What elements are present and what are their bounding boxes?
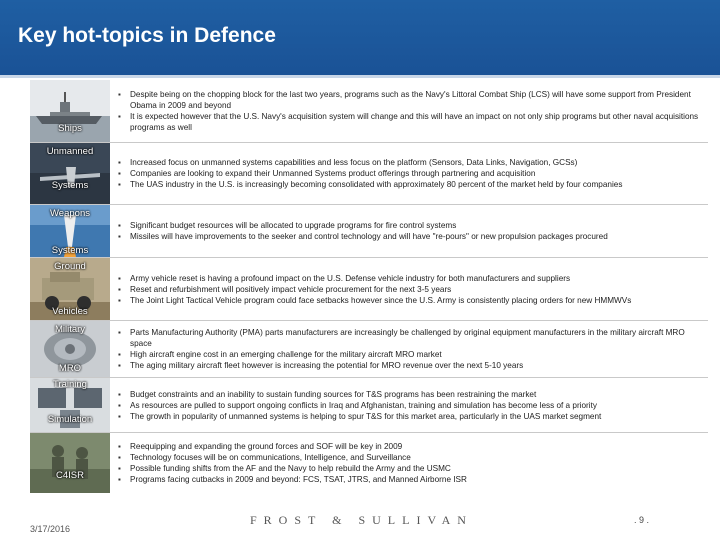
weapons-systems-label-bottom: Systems xyxy=(51,245,89,256)
ground-vehicles-bullet: ▪ Army vehicle reset is having a profound impact on the U.S. Defense vehicle industry for both manufacturers and suppliers xyxy=(118,273,708,284)
weapons-systems-bullet: ▪ Significant budget resources will be allocated to upgrade programs for fire control systems xyxy=(118,220,708,231)
training-simulation-image xyxy=(30,378,110,432)
ground-vehicles-bullet: ▪ The Joint Light Tactical Vehicle program could face setbacks however since the U.S. Army is consistently placing orders for new HMMWVs xyxy=(118,295,708,306)
ships-bullet: ▪ Despite being on the chopping block for the last two years, programs such as the Navy's Littoral Combat Ship (LCS) will have some support from President Obama in 2009 and beyond xyxy=(118,89,708,111)
training-simulation-bullet: ▪ As resources are pulled to support ongoing conflicts in Iraq and Afghanistan, training and simulation has become less of a priority xyxy=(118,400,708,411)
unmanned-systems-bullet: ▪ The UAS industry in the U.S. is increasingly becoming consolidated with approximately 80 percent of the market held by four companies xyxy=(118,179,708,190)
ground-vehicles-image xyxy=(30,258,110,320)
unmanned-systems-image xyxy=(30,143,110,204)
topic-row-ships xyxy=(30,80,708,143)
ships-image xyxy=(30,80,110,142)
topic-row-weapons-systems xyxy=(30,205,708,258)
training-simulation-bullet: ▪ The growth in popularity of unmanned systems is helping to spur T&S for this market area, particularly in the UAS market segment xyxy=(118,411,708,422)
topic-row-training-simulation xyxy=(30,378,708,433)
military-mro-image xyxy=(30,321,110,377)
footer-date: 3/17/2016 xyxy=(30,524,71,534)
c4isr-label: C4ISR xyxy=(56,470,84,481)
training-simulation-bullet: ▪ Budget constraints and an inability to sustain funding sources for T&S programs has been restraining the market xyxy=(118,389,708,400)
ground-vehicles-bullet: ▪ Reset and refurbishment will positively impact vehicle procurement for the next 3-5 years xyxy=(118,284,708,295)
weapons-systems-bullet: ▪ Missiles will have improvements to the seeker and control technology and will have "re-pours" or new propulsion packages procured xyxy=(118,231,708,242)
ground-vehicles-label-top: Ground xyxy=(54,261,86,272)
unmanned-systems-label-bottom: Systems xyxy=(51,180,89,191)
weapons-systems-label-top: Weapons xyxy=(50,208,90,219)
soldiers-illustration xyxy=(30,433,110,493)
c4isr-bullet: ▪ Technology focuses will be on communications, Intelligence, and Surveillance xyxy=(118,452,708,463)
c4isr-image xyxy=(30,433,110,493)
training-simulation-label-bottom: Simulation xyxy=(47,414,93,425)
training-simulation-label-top: Training xyxy=(53,379,87,390)
unmanned-systems-bullet: ▪ Companies are looking to expand their Unmanned Systems product offerings through partnering and acquisition xyxy=(118,168,708,179)
military-mro-bullet: ▪ The aging military aircraft fleet however is increasing the potential for MRO revenue over the next 5-10 years xyxy=(118,360,708,371)
c4isr-bullet: ▪ Reequipping and expanding the ground forces and SOF will be key in 2009 xyxy=(118,441,708,452)
page-title: Key hot-topics in Defence xyxy=(18,24,276,47)
ground-vehicles-label-bottom: Vehicles xyxy=(52,306,88,317)
page-number: . 9 . xyxy=(634,515,650,525)
military-mro-bullet: ▪ Parts Manufacturing Authority (PMA) parts manufacturers are increasingly be challenged by original equipment manufacturers in the military aircraft MRO space xyxy=(118,327,708,349)
topic-row-military-mro xyxy=(30,321,708,378)
c4isr-bullet: ▪ Possible funding shifts from the AF and the Navy to help rebuild the Army and the USMC xyxy=(118,463,708,474)
title-bar xyxy=(0,0,720,78)
brand-logo: FROST & SULLIVAN xyxy=(250,513,473,527)
military-mro-label-bottom: MRO xyxy=(58,363,82,374)
c4isr-bullet: ▪ Programs facing cutbacks in 2009 and beyond: FCS, TSAT, JTRS, and Manned Airborne ISR xyxy=(118,474,708,485)
unmanned-systems-label-top: Unmanned xyxy=(46,146,94,157)
weapons-systems-image xyxy=(30,205,110,257)
ships-label: Ships xyxy=(58,123,82,134)
footer xyxy=(0,500,720,540)
unmanned-systems-bullet: ▪ Increased focus on unmanned systems capabilities and less focus on the platform (Sensors, Data Links, Navigation, GCSs) xyxy=(118,157,708,168)
military-mro-bullet: ▪ High aircraft engine cost in an emerging challenge for the military aircraft MRO market xyxy=(118,349,708,360)
topic-row-c4isr xyxy=(30,433,708,493)
topics-table xyxy=(30,80,708,493)
military-mro-label-top: Military xyxy=(54,324,86,335)
topic-row-unmanned-systems xyxy=(30,143,708,205)
topic-row-ground-vehicles xyxy=(30,258,708,321)
ships-bullet: ▪ It is expected however that the U.S. Navy's acquisition system will change and this will have an impact on not only ship programs but other naval acquisitions programs as well xyxy=(118,111,708,133)
